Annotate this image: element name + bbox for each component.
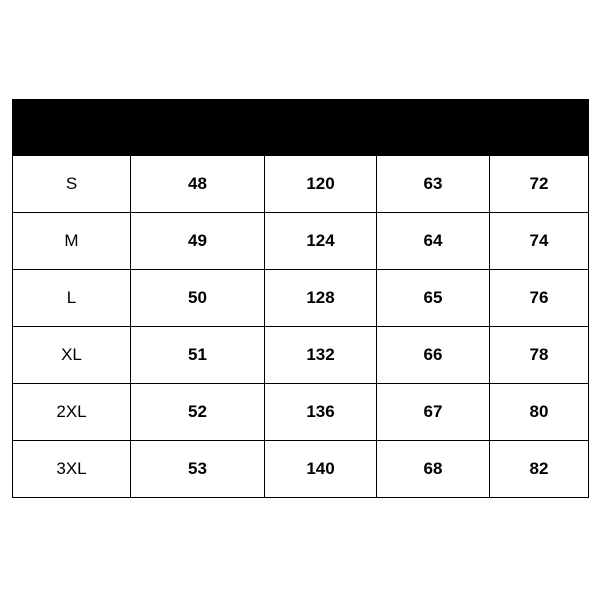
cell-bust: 132	[265, 327, 377, 384]
table-body	[13, 156, 589, 498]
size-chart-container	[12, 99, 588, 498]
cell-shoulder: 50	[131, 270, 265, 327]
table-row	[13, 270, 589, 327]
cell-length: 74	[490, 213, 589, 270]
table-row	[13, 213, 589, 270]
cell-length: 72	[490, 156, 589, 213]
cell-sleeve: 66	[377, 327, 490, 384]
cell-shoulder: 53	[131, 441, 265, 498]
column-header-sleeve: Sleeve	[377, 100, 490, 156]
cell-length: 76	[490, 270, 589, 327]
table-header-row	[13, 100, 589, 156]
cell-bust: 128	[265, 270, 377, 327]
cell-size: 2XL	[13, 384, 131, 441]
cell-sleeve: 63	[377, 156, 490, 213]
table-row	[13, 384, 589, 441]
cell-size: XL	[13, 327, 131, 384]
cell-sleeve: 65	[377, 270, 490, 327]
cell-sleeve: 64	[377, 213, 490, 270]
cell-size: L	[13, 270, 131, 327]
table-row	[13, 441, 589, 498]
cell-shoulder: 52	[131, 384, 265, 441]
column-header-shoulder: Shoulder	[131, 100, 265, 156]
cell-length: 80	[490, 384, 589, 441]
cell-size: 3XL	[13, 441, 131, 498]
cell-bust: 120	[265, 156, 377, 213]
cell-bust: 140	[265, 441, 377, 498]
cell-length: 82	[490, 441, 589, 498]
cell-size: M	[13, 213, 131, 270]
table-row	[13, 156, 589, 213]
table-header	[13, 100, 589, 156]
cell-shoulder: 49	[131, 213, 265, 270]
cell-sleeve: 68	[377, 441, 490, 498]
column-header-size: Size(cm)	[13, 100, 131, 156]
cell-shoulder: 48	[131, 156, 265, 213]
column-header-bust: Bust	[265, 100, 377, 156]
cell-bust: 124	[265, 213, 377, 270]
cell-size: S	[13, 156, 131, 213]
size-chart-table	[12, 99, 589, 498]
cell-length: 78	[490, 327, 589, 384]
column-header-length: Length	[490, 100, 589, 156]
cell-bust: 136	[265, 384, 377, 441]
table-row	[13, 327, 589, 384]
cell-shoulder: 51	[131, 327, 265, 384]
cell-sleeve: 67	[377, 384, 490, 441]
